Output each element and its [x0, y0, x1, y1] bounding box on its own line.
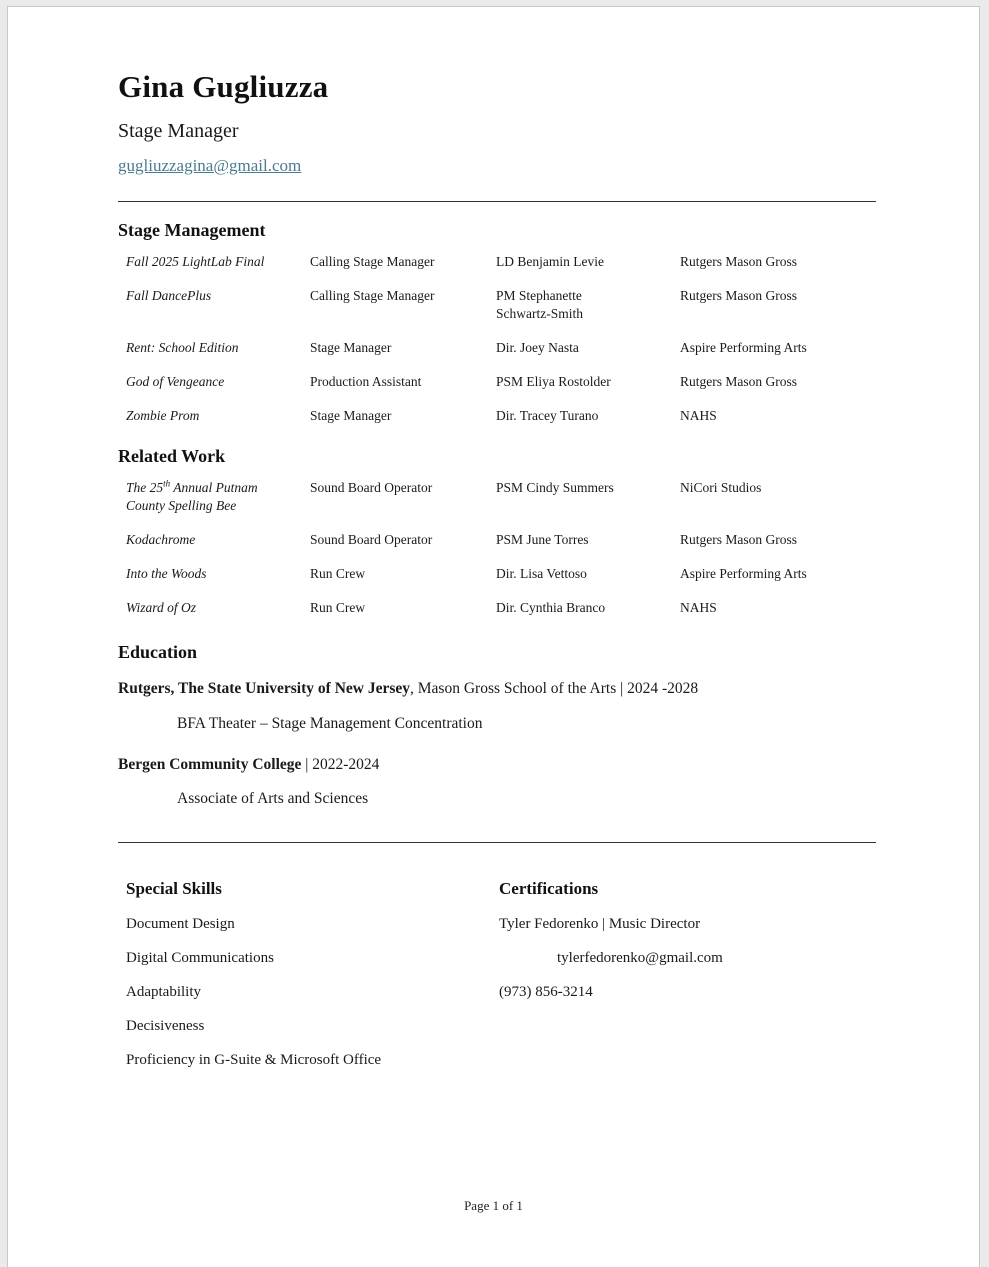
section-heading-certifications: Certifications [499, 879, 599, 898]
section-heading-stage-management: Stage Management [118, 220, 266, 240]
institution-detail: | 2022-2024 [301, 756, 380, 773]
email-row [118, 155, 876, 178]
title-text: The 25 [126, 480, 164, 495]
organization-cell: Aspire Performing Arts [680, 340, 807, 355]
institution-detail: , Mason Gross School of the Arts | 2024 -2028 [410, 680, 699, 697]
contact-cell: Dir. Tracey Turano [496, 408, 599, 423]
contact-cell: Dir. Joey Nasta [496, 340, 579, 355]
production-title-cell: Fall 2025 LightLab Final [126, 254, 265, 269]
job-title: Stage Manager [118, 120, 239, 142]
education-divider [118, 842, 876, 843]
organization-cell: NiCori Studios [680, 480, 762, 495]
section-heading-education: Education [118, 642, 198, 662]
role-cell: Stage Manager [310, 408, 392, 423]
organization-cell: Rutgers Mason Gross [680, 532, 797, 547]
production-title-cell [118, 479, 310, 515]
header-divider [118, 201, 876, 202]
skill-item: Adaptability [126, 984, 201, 1000]
table-row [118, 339, 876, 357]
related-work-table [118, 479, 876, 617]
email-link[interactable]: gugliuzzagina@gmail.com [118, 156, 302, 175]
organization-cell: Rutgers Mason Gross [680, 288, 797, 303]
bottom-columns [118, 878, 876, 1070]
institution-name: Rutgers, The State University of New Jersey [118, 680, 411, 697]
production-title-cell: Into the Woods [126, 566, 207, 581]
table-row [118, 407, 876, 425]
organization-cell: Rutgers Mason Gross [680, 254, 797, 269]
section-heading-related-work: Related Work [118, 446, 226, 466]
table-row [118, 599, 876, 617]
reference-name-line: Tyler Fedorenko | Music Director [499, 916, 701, 932]
table-row [118, 565, 876, 583]
page-number-label: Page 1 of 1 [464, 1198, 523, 1213]
skill-item: Digital Communications [126, 950, 274, 966]
role-cell: Calling Stage Manager [310, 254, 435, 269]
production-title-cell: Fall DancePlus [126, 288, 212, 303]
table-row [118, 531, 876, 549]
contact-cell: PM Stephanette Schwartz-Smith [496, 288, 583, 321]
role-cell: Production Assistant [310, 374, 422, 389]
certifications-column [499, 878, 876, 1070]
production-title-cell: God of Vengeance [126, 374, 225, 389]
organization-cell: Rutgers Mason Gross [680, 374, 797, 389]
production-title-cell: Wizard of Oz [126, 600, 197, 615]
role-cell: Run Crew [310, 566, 366, 581]
organization-cell: NAHS [680, 600, 717, 615]
production-title-cell: Kodachrome [126, 532, 196, 547]
contact-cell: Dir. Lisa Vettoso [496, 566, 587, 581]
contact-cell: PSM Eliya Rostolder [496, 374, 611, 389]
resume-page [7, 6, 980, 1267]
education-entry [118, 755, 876, 775]
organization-cell: Aspire Performing Arts [680, 566, 807, 581]
education-entry [118, 679, 876, 699]
table-row [118, 287, 876, 323]
reference-phone-line: (973) 856-3214 [499, 984, 593, 1000]
table-row [118, 373, 876, 391]
organization-cell: NAHS [680, 408, 717, 423]
table-row [118, 253, 876, 271]
person-name: Gina Gugliuzza [118, 69, 329, 104]
degree-line: BFA Theater – Stage Management Concentration [177, 715, 483, 732]
contact-cell: PSM June Torres [496, 532, 589, 547]
stage-management-table [118, 253, 876, 425]
contact-cell: Dir. Cynthia Branco [496, 600, 606, 615]
section-heading-special-skills: Special Skills [126, 879, 222, 898]
degree-line: Associate of Arts and Sciences [177, 790, 369, 807]
reference-email-line: tylerfedorenko@gmail.com [557, 950, 723, 966]
title-text: Annual Putnam County Spelling Bee [126, 480, 258, 513]
special-skills-column [118, 878, 499, 1070]
role-cell: Sound Board Operator [310, 532, 433, 547]
institution-name: Bergen Community College [118, 756, 302, 773]
table-row [118, 479, 876, 515]
role-cell: Stage Manager [310, 340, 392, 355]
role-cell: Calling Stage Manager [310, 288, 435, 303]
skill-item: Proficiency in G-Suite & Microsoft Office [126, 1052, 382, 1068]
contact-cell: PSM Cindy Summers [496, 480, 614, 495]
production-title-cell: Zombie Prom [126, 408, 200, 423]
skill-item: Document Design [126, 916, 235, 932]
contact-cell: LD Benjamin Levie [496, 254, 604, 269]
skill-item: Decisiveness [126, 1018, 205, 1034]
role-cell: Sound Board Operator [310, 480, 433, 495]
ordinal-superscript: th [163, 478, 171, 489]
role-cell: Run Crew [310, 600, 366, 615]
production-title-cell: Rent: School Edition [126, 340, 239, 355]
